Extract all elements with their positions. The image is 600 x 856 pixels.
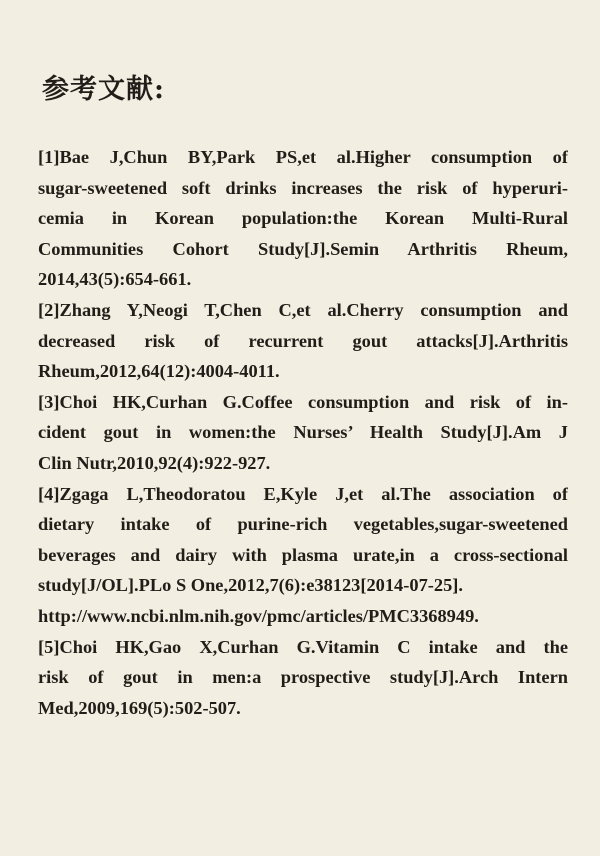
reference-5 — [38, 632, 568, 724]
reference-line: Communities Cohort Study[J].Semin Arthritis Rheum, — [38, 238, 568, 259]
reference-line: [3]Choi HK,Curhan G.Coffee consumption and risk of in- — [38, 391, 568, 412]
reference-line: cemia in Korean population:the Korean Multi-Rural — [38, 208, 568, 229]
reference-line: [4]Zgaga L,Theodoratou E,Kyle J,et al.The association of — [38, 483, 568, 504]
reference-line: sugar-sweetened soft drinks increases the risk of hyperuri- — [38, 177, 568, 198]
reference-3 — [38, 387, 568, 479]
reference-line: dietary intake of purine-rich vegetables,sugar-sweetened — [38, 514, 568, 535]
reference-url: http://www.ncbi.nlm.nih.gov/pmc/articles/PMC3368949. — [38, 605, 479, 626]
reference-line: Clin Nutr,2010,92(4):922-927. — [38, 452, 271, 473]
reference-line: [5]Choi HK,Gao X,Curhan G.Vitamin C intake and the — [38, 636, 568, 657]
reference-4 — [38, 479, 568, 632]
reference-line: [2]Zhang Y,Neogi T,Chen C,et al.Cherry consumption and — [38, 299, 568, 320]
reference-line: decreased risk of recurrent gout attacks[J].Arthritis — [38, 330, 568, 351]
reference-line: cident gout in women:the Nurses’ Health Study[J].Am J — [38, 422, 568, 443]
reference-line: risk of gout in men:a prospective study[J].Arch Intern — [38, 667, 568, 688]
page-title: 参考文献: — [42, 74, 165, 105]
reference-1 — [38, 142, 568, 295]
reference-line: [1]Bae J,Chun BY,Park PS,et al.Higher consumption of — [38, 147, 568, 167]
reference-line: 2014,43(5):654-661. — [38, 269, 192, 290]
reference-line: beverages and dairy with plasma urate,in a cross-sectional — [38, 544, 568, 565]
reference-line: Rheum,2012,64(12):4004-4011. — [38, 361, 280, 382]
reference-line: Med,2009,169(5):502-507. — [38, 697, 241, 718]
reference-list — [38, 142, 568, 723]
reference-line: study[J/OL].PLo S One,2012,7(6):e38123[2014-07-25]. — [38, 575, 464, 596]
reference-2 — [38, 295, 568, 387]
